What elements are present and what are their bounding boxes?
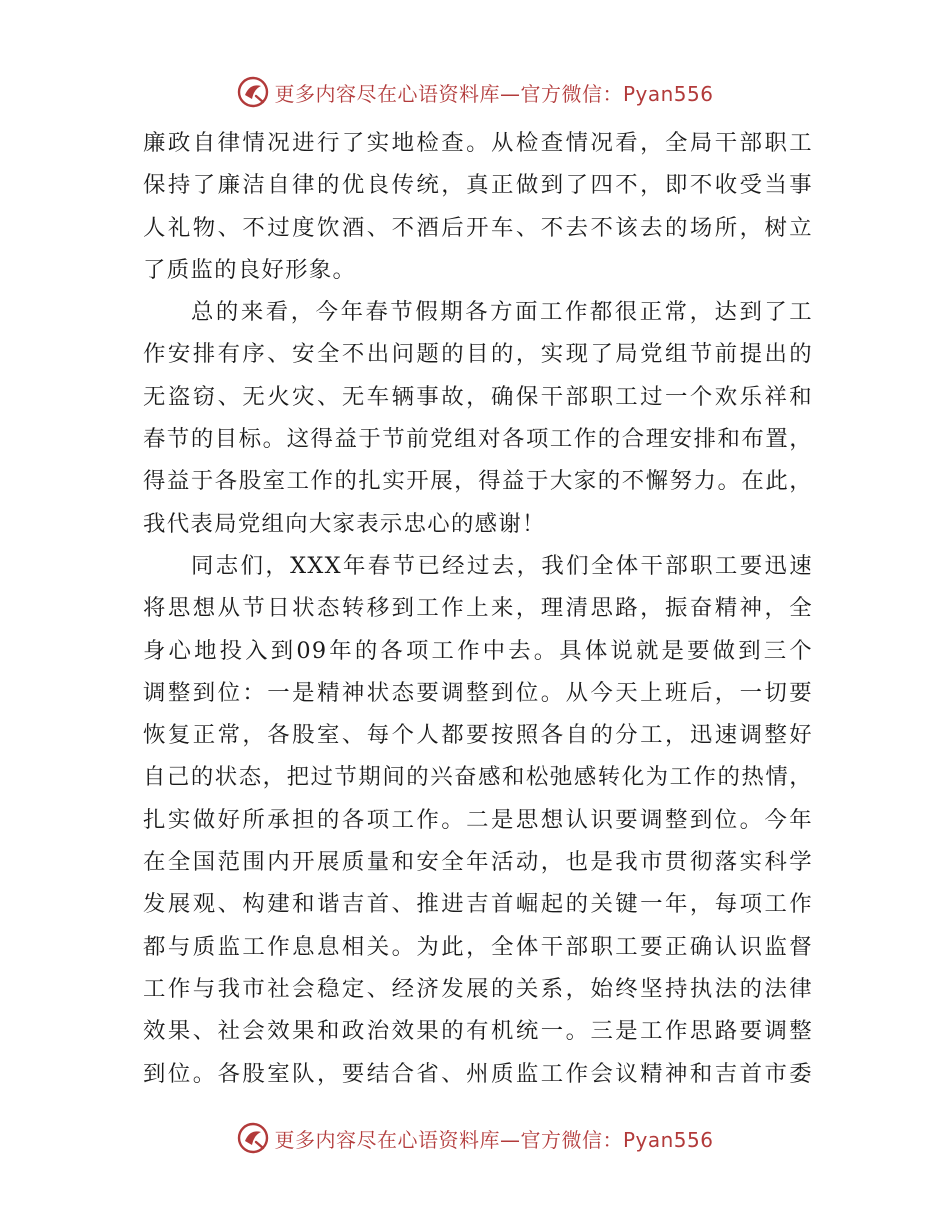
body-line: 效果、社会效果和政治效果的有机统一。三是工作思路要调整 [143, 1018, 813, 1045]
body-line: 得益于各股室工作的扎实开展，得益于大家的不懈努力。在此， [143, 468, 813, 495]
body-line: 恢复正常，各股室、每个人都要按照各自的分工，迅速调整好 [143, 722, 813, 749]
body-line: 同志们，XXX年春节已经过去，我们全体干部职工要迅速 [191, 552, 813, 579]
header-watermark-text: 更多内容尽在心语资料库—官方微信：Pyan556 [274, 81, 714, 106]
body-line: 工作与我市社会稳定、经济发展的关系，始终坚持执法的法律 [143, 975, 813, 1002]
body-line: 我代表局党组向大家表示忠心的感谢！ [143, 510, 546, 537]
body-line: 在全国范围内开展质量和安全年活动，也是我市贯彻落实科学 [143, 849, 813, 876]
body-line: 自己的状态，把过节期间的兴奋感和松弛感转化为工作的热情， [143, 764, 813, 791]
seal-logo-icon [236, 75, 270, 109]
body-line: 都与质监工作息息相关。为此，全体干部职工要正确认识监督 [143, 933, 813, 960]
body-line: 发展观、构建和谐吉首、推进吉首崛起的关键一年，每项工作 [143, 891, 813, 918]
body-line: 扎实做好所承担的各项工作。二是思想认识要调整到位。今年 [143, 806, 813, 833]
body-line: 调整到位：一是精神状态要调整到位。从今天上班后，一切要 [143, 679, 813, 706]
body-line: 春节的目标。这得益于节前党组对各项工作的合理安排和布置， [143, 426, 813, 453]
body-line: 保持了廉洁自律的优良传统，真正做到了四不，即不收受当事 [143, 172, 813, 199]
body-line: 到位。各股室队，要结合省、州质监工作会议精神和吉首市委 [143, 1060, 813, 1087]
body-line: 身心地投入到09年的各项工作中去。具体说就是要做到三个 [143, 637, 813, 664]
document-body [143, 122, 813, 1095]
seal-logo-icon [236, 1121, 270, 1155]
header-watermark-banner [0, 72, 950, 112]
footer-watermark-banner [0, 1118, 950, 1158]
body-line: 无盗窃、无火灾、无车辆事故，确保干部职工过一个欢乐祥和 [143, 383, 813, 410]
body-line: 作安排有序、安全不出问题的目的，实现了局党组节前提出的 [143, 341, 813, 368]
body-line: 总的来看，今年春节假期各方面工作都很正常，达到了工 [191, 299, 813, 326]
body-line: 人礼物、不过度饮酒、不酒后开车、不去不该去的场所，树立 [143, 214, 813, 241]
footer-watermark-text: 更多内容尽在心语资料库—官方微信：Pyan556 [274, 1127, 714, 1152]
body-line: 了质监的良好形象。 [143, 256, 357, 283]
body-line: 廉政自律情况进行了实地检查。从检查情况看，全局干部职工 [143, 130, 813, 156]
body-line: 将思想从节日状态转移到工作上来，理清思路，振奋精神，全 [143, 595, 813, 622]
